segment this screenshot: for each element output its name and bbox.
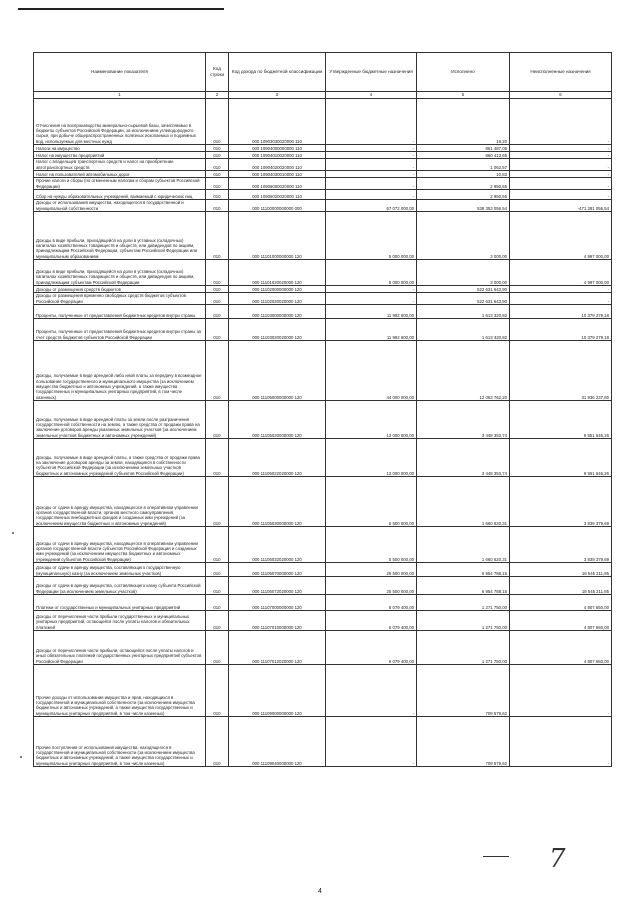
- row-unexecuted: -471 281 056,54: [510, 200, 612, 212]
- row-executed: 6 954 788,15: [417, 563, 510, 577]
- row-approved: 6 079 400,00: [326, 595, 417, 611]
- scan-speck: [12, 532, 14, 534]
- row-code: 010: [206, 190, 229, 200]
- row-approved: 11 992 600,00: [326, 305, 417, 319]
- row-code: 010: [206, 99, 229, 145]
- row-kbk: 000 11105072020000 120: [229, 577, 326, 595]
- row-kbk: 000 10903030020000 110: [229, 99, 326, 145]
- row-code: 010: [206, 527, 229, 563]
- row-executed: 522 631 643,90: [417, 286, 510, 293]
- row-unexecuted: 9 551 646,26: [510, 401, 612, 439]
- row-executed: 1 660 620,31: [417, 527, 510, 563]
- row-name: Налоги на имущество: [34, 145, 206, 152]
- column-number: 5: [417, 92, 510, 99]
- row-kbk: 000 11107000000000 120: [229, 595, 326, 611]
- row-kbk: 000 11107012020000 120: [229, 631, 326, 665]
- table-row: [34, 611, 612, 631]
- row-unexecuted: -: [510, 178, 612, 190]
- header-kbk: Код дохода по бюджетной классификации: [229, 53, 326, 92]
- row-approved: 25 500 000,00: [326, 563, 417, 577]
- page-number: 4: [318, 888, 322, 895]
- row-unexecuted: 4 997 000,00: [510, 212, 612, 260]
- row-executed: 522 631 643,90: [417, 293, 510, 305]
- row-code: 010: [206, 665, 229, 717]
- row-code: 010: [206, 293, 229, 305]
- row-kbk: 000 11109040000000 120: [229, 717, 326, 767]
- row-kbk: 000 11105020000000 120: [229, 401, 326, 439]
- row-kbk: 000 11107010000000 120: [229, 611, 326, 631]
- row-kbk: 000 10906000020000 110: [229, 178, 326, 190]
- row-name: Доходы от размещения средств бюджетов: [34, 286, 206, 293]
- row-executed: 3 448 353,74: [417, 401, 510, 439]
- budget-income-table: [33, 52, 612, 767]
- row-name: Доходы от размещения временно свободных средств бюджетов субъектов Российской Федерации: [34, 293, 206, 305]
- row-name: Сбор на нужды образовательных учреждений, взимаемый с юридических лиц: [34, 190, 206, 200]
- table-row: [34, 159, 612, 171]
- table-row: [34, 477, 612, 527]
- row-unexecuted: 3 839 379,69: [510, 527, 612, 563]
- row-name: Доходы от сдачи в аренду имущества, составляющего казну субъекта Российской Федерации (за исключением земельных участков): [34, 577, 206, 595]
- row-approved: -: [326, 665, 417, 717]
- column-number-row: [34, 92, 612, 99]
- row-executed: 709 579,62: [417, 717, 510, 767]
- row-unexecuted: -: [510, 99, 612, 145]
- table-row: [34, 319, 612, 341]
- row-name: Доходы от сдачи в аренду имущества, находящегося в оперативном управлении органов государственной власти субъектов Российской Федерации и созданных ими учреждений (за исключением имущества бюджетных и автономных учреждений субъектов Российской Федерации): [34, 527, 206, 563]
- row-kbk: 000 10906020020000 110: [229, 190, 326, 200]
- row-code: 010: [206, 563, 229, 577]
- row-code: 010: [206, 717, 229, 767]
- row-kbk: 000 11105032020000 120: [229, 527, 326, 563]
- row-code: 010: [206, 286, 229, 293]
- row-kbk: 000 11105022020000 120: [229, 439, 326, 477]
- row-kbk: 000 10904020020000 110: [229, 159, 326, 171]
- table-row: [34, 171, 612, 178]
- row-code: 010: [206, 577, 229, 595]
- row-unexecuted: 4 997 000,00: [510, 260, 612, 286]
- row-unexecuted: 4 807 650,00: [510, 595, 612, 611]
- column-number: 6: [510, 92, 612, 99]
- row-approved: 6 079 400,00: [326, 611, 417, 631]
- row-name: Проценты, полученные от предоставления бюджетных кредитов внутри страны: [34, 305, 206, 319]
- row-code: 010: [206, 477, 229, 527]
- row-unexecuted: 10 379 279,18: [510, 305, 612, 319]
- scan-speck: [20, 756, 22, 758]
- row-name: Прочие доходы от использования имущества и прав, находящихся в государственной и муниципальной собственности (за исключением имущества бюджетных и автономных учреждений, а также имущества государственных и муниципальных унитарных предприятий, в том числе казенных): [34, 665, 206, 717]
- row-approved: 25 500 000,00: [326, 577, 417, 595]
- row-approved: 11 992 600,00: [326, 319, 417, 341]
- row-executed: 2 950,55: [417, 190, 510, 200]
- row-approved: 5 000 000,00: [326, 212, 417, 260]
- row-kbk: 000 10904030010000 110: [229, 171, 326, 178]
- top-rule: [18, 8, 224, 10]
- row-approved: 6 079 400,00: [326, 631, 417, 665]
- row-executed: 861 487,05: [417, 145, 510, 152]
- table-row: [34, 665, 612, 717]
- row-executed: 3 448 353,74: [417, 439, 510, 477]
- table-row: [34, 178, 612, 190]
- header-unexecuted: Неисполненные назначения: [510, 53, 612, 92]
- row-code: 010: [206, 159, 229, 171]
- row-code: 010: [206, 171, 229, 178]
- row-unexecuted: 10 379 279,18: [510, 319, 612, 341]
- row-kbk: 000 11105000000000 120: [229, 341, 326, 401]
- row-unexecuted: -: [510, 190, 612, 200]
- row-kbk: 000 11105070000000 120: [229, 563, 326, 577]
- row-kbk: 000 10904010020000 110: [229, 152, 326, 159]
- row-name: Доходы от перечисления части прибыли государственных и муниципальных унитарных предприятий, остающейся после уплаты налогов и обязательных платежей: [34, 611, 206, 631]
- row-executed: 860 413,65: [417, 152, 510, 159]
- row-approved: -: [326, 99, 417, 145]
- column-number: 2: [206, 92, 229, 99]
- row-executed: 1 271 750,00: [417, 611, 510, 631]
- header-code: Код строки: [206, 53, 229, 92]
- row-kbk: 000 11103020020000 120: [229, 319, 326, 341]
- row-approved: 67 072 000,00: [326, 200, 417, 212]
- row-unexecuted: -: [510, 159, 612, 171]
- row-executed: 709 579,62: [417, 665, 510, 717]
- row-code: 010: [206, 260, 229, 286]
- row-executed: 1 613 320,82: [417, 319, 510, 341]
- table-row: [34, 527, 612, 563]
- row-approved: 44 000 000,00: [326, 341, 417, 401]
- row-name: Отчисления на воспроизводство минерально-сырьевой базы, зачисляемые в бюджеты субъектов Российской Федерации, за исключением углеводородного сырья, при добыче общераспространенных полезных ископаемых и подземных вод, используемых для местных нужд: [34, 99, 206, 145]
- row-code: 010: [206, 401, 229, 439]
- row-kbk: 000 11109000000000 120: [229, 665, 326, 717]
- row-kbk: 000 10904000000000 110: [229, 145, 326, 152]
- row-kbk: 000 11102000000000 120: [229, 286, 326, 293]
- row-unexecuted: -: [510, 286, 612, 293]
- header-executed: Исполнено: [417, 53, 510, 92]
- row-approved: -: [326, 171, 417, 178]
- row-approved: -: [326, 717, 417, 767]
- table-row: [34, 293, 612, 305]
- row-executed: 1 271 750,00: [417, 631, 510, 665]
- table-row: [34, 631, 612, 665]
- table-row: [34, 190, 612, 200]
- row-executed: 1 062,57: [417, 159, 510, 171]
- row-unexecuted: -: [510, 665, 612, 717]
- row-code: 010: [206, 305, 229, 319]
- row-unexecuted: 9 551 646,26: [510, 439, 612, 477]
- table-row: [34, 152, 612, 159]
- row-kbk: 000 11100000000000 000: [229, 200, 326, 212]
- row-approved: 13 000 000,00: [326, 401, 417, 439]
- row-executed: 1 660 620,31: [417, 477, 510, 527]
- row-executed: 12 063 762,20: [417, 341, 510, 401]
- table-row: [34, 577, 612, 595]
- row-name: Доходы, получаемые в виде арендной платы за земли после разграничения государственной собственности на землю, а также средства от продажи права на заключение договоров аренды указанных земельных участков (за исключением земельных участков бюджетных и автономных учреждений): [34, 401, 206, 439]
- row-name: Прочие поступления от использования имущества, находящегося в государственной и муниципальной собственности (за исключением имущества бюджетных и автономных учреждений, а также имущества государственных и муниципальных унитарных предприятий, в том числе казенных): [34, 717, 206, 767]
- row-name: Налог с владельцев транспортных средств и налог на приобретение автотранспортных средств: [34, 159, 206, 171]
- handwritten-scribble: [483, 856, 509, 857]
- row-code: 010: [206, 611, 229, 631]
- row-unexecuted: -: [510, 152, 612, 159]
- row-kbk: 000 11103000000000 120: [229, 305, 326, 319]
- table-row: [34, 212, 612, 260]
- row-approved: -: [326, 286, 417, 293]
- row-name: Доходы от перечисления части прибыли, остающейся после уплаты налогов и иных обязательных платежей государственных унитарных предприятий субъектов Российской Федерации: [34, 631, 206, 665]
- row-executed: 1 613 320,82: [417, 305, 510, 319]
- table-row: [34, 595, 612, 611]
- header-row: [34, 53, 612, 92]
- row-name: Доходы в виде прибыли, приходящейся на доли в уставных (складочных) капиталах хозяйственных товариществ и обществ, или дивидендов по акциям, принадлежащим субъектам Российской Федерации: [34, 260, 206, 286]
- row-code: 010: [206, 341, 229, 401]
- table-row: [34, 200, 612, 212]
- row-code: 010: [206, 439, 229, 477]
- row-code: 010: [206, 200, 229, 212]
- row-executed: 10,83: [417, 171, 510, 178]
- row-unexecuted: -: [510, 171, 612, 178]
- row-approved: -: [326, 145, 417, 152]
- row-code: 010: [206, 631, 229, 665]
- table-row: [34, 260, 612, 286]
- row-executed: 538 353 056,54: [417, 200, 510, 212]
- row-approved: -: [326, 159, 417, 171]
- column-number: 3: [229, 92, 326, 99]
- table-row: [34, 563, 612, 577]
- table-row: [34, 401, 612, 439]
- table-row: [34, 717, 612, 767]
- header-approved: Утвержденные бюджетные назначения: [326, 53, 417, 92]
- row-executed: 6 954 788,15: [417, 577, 510, 595]
- table-row: [34, 286, 612, 293]
- table-row: [34, 341, 612, 401]
- row-code: 010: [206, 212, 229, 260]
- header-name: Наименование показателя: [34, 53, 206, 92]
- row-executed: 1 271 750,00: [417, 595, 510, 611]
- row-kbk: 000 11101020020000 120: [229, 260, 326, 286]
- row-executed: 3 000,00: [417, 260, 510, 286]
- row-approved: -: [326, 152, 417, 159]
- row-name: Платежи от государственных и муниципальных унитарных предприятий: [34, 595, 206, 611]
- row-approved: 5 000 000,00: [326, 260, 417, 286]
- row-unexecuted: 18 545 211,85: [510, 563, 612, 577]
- row-name: Доходы от сдачи в аренду имущества, находящегося в оперативном управлении органов государственной власти, органов местного самоуправления, государственных внебюджетных фондов и созданных ими учреждений (за исключением имущества бюджетных и автономных учреждений): [34, 477, 206, 527]
- row-approved: 5 500 000,00: [326, 527, 417, 563]
- table-row: [34, 99, 612, 145]
- row-executed: 2 950,55: [417, 178, 510, 190]
- row-code: 010: [206, 595, 229, 611]
- column-number: 1: [34, 92, 206, 99]
- row-executed: 3 000,00: [417, 212, 510, 260]
- column-number: 4: [326, 92, 417, 99]
- row-unexecuted: -: [510, 145, 612, 152]
- row-name: Налог на имущество предприятий: [34, 152, 206, 159]
- row-approved: 13 000 000,00: [326, 439, 417, 477]
- row-name: Проценты, полученные от предоставления бюджетных кредитов внутри страны за счет средств бюджетов субъектов Российской Федерации: [34, 319, 206, 341]
- row-unexecuted: 3 839 379,69: [510, 477, 612, 527]
- row-unexecuted: -: [510, 717, 612, 767]
- row-name: Доходы от сдачи в аренду имущества, составляющего государственную (муниципальную) казну (за исключением земельных участков): [34, 563, 206, 577]
- row-code: 010: [206, 145, 229, 152]
- table-row: [34, 439, 612, 477]
- row-code: 010: [206, 319, 229, 341]
- row-approved: -: [326, 293, 417, 305]
- row-approved: 5 500 000,00: [326, 477, 417, 527]
- row-unexecuted: 4 807 650,00: [510, 611, 612, 631]
- row-unexecuted: 18 545 211,85: [510, 577, 612, 595]
- row-kbk: 000 11105030000000 120: [229, 477, 326, 527]
- row-kbk: 000 11102020020000 120: [229, 293, 326, 305]
- row-name: Доходы, получаемые в виде арендной платы, а также средства от продажи права на заключение договоров аренды за земли, находящиеся в собственности субъектов Российской Федерации (за исключением земельных участков бюджетных и автономных учреждений субъектов Российской Федерации): [34, 439, 206, 477]
- row-name: Доходы от использования имущества, находящегося в государственной и муниципальной собственности: [34, 200, 206, 212]
- row-approved: -: [326, 178, 417, 190]
- row-approved: -: [326, 190, 417, 200]
- row-code: 010: [206, 178, 229, 190]
- row-unexecuted: 4 807 650,00: [510, 631, 612, 665]
- row-name: Доходы, получаемые в виде арендной либо иной платы за передачу в возмездное пользование государственного и муниципального имущества (за исключением имущества бюджетных и автономных учреждений, а также имущества государственных и муниципальных унитарных предприятий, в том числе казенных): [34, 341, 206, 401]
- table-row: [34, 305, 612, 319]
- row-name: Доходы в виде прибыли, приходящейся на доли в уставных (складочных) капиталах хозяйственных товариществ и обществ, или дивидендов по акциям, принадлежащим Российской Федерации, субъектам Российской Федерации или муниципальным образованиям: [34, 212, 206, 260]
- row-kbk: 000 11101000000000 120: [229, 212, 326, 260]
- row-unexecuted: 31 936 237,80: [510, 341, 612, 401]
- table-row: [34, 145, 612, 152]
- handwritten-mark: 7: [549, 844, 566, 874]
- row-executed: 19,20: [417, 99, 510, 145]
- row-unexecuted: -: [510, 293, 612, 305]
- row-name: Прочие налоги и сборы (по отмененным налогам и сборам субъектов Российской Федерации): [34, 178, 206, 190]
- row-name: Налог на пользователей автомобильных дорог: [34, 171, 206, 178]
- row-code: 010: [206, 152, 229, 159]
